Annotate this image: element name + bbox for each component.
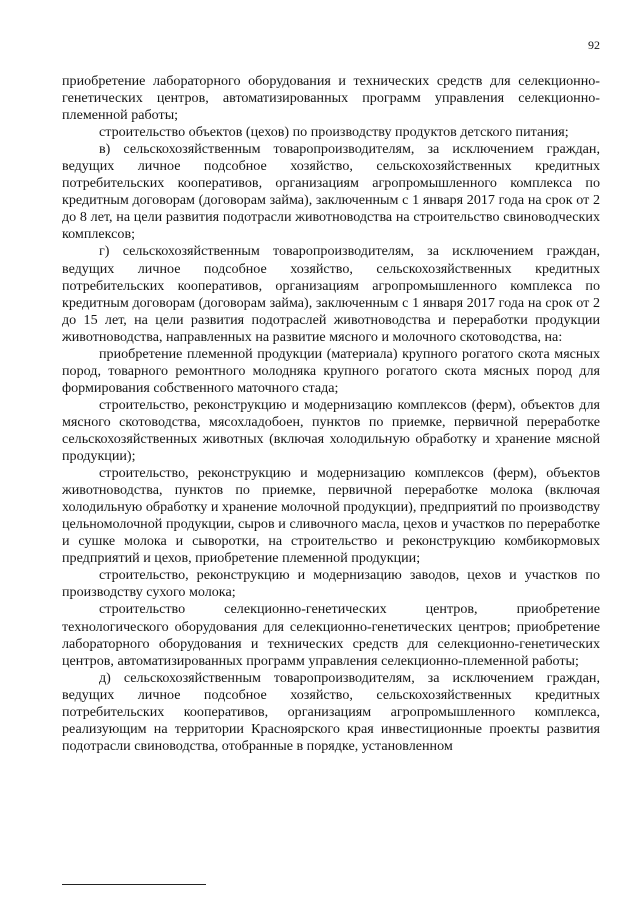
paragraph-item-d: д) сельскохозяйственным товаропроизводителям, за исключением граждан, ведущих личное подсобное хозяйство, сельскохозяйственных кредитных потребительских кооперативов, организациям агропромышленного комплекса, реализующим на территории Красноярского края инвестиционные проекты развития подотрасли свиноводства, отобранные в порядке, установленном — [62, 669, 600, 754]
paragraph-genetic-centers: строительство селекционно-генетических центров, приобретение технологического оборудования для селекционно-генетических центров; приобретение лабораторного оборудования и технических средств для селекционно-генетических центров, автоматизированных программ управления селекционно-племенной работы; — [62, 601, 600, 669]
paragraph-item-v: в) сельскохозяйственным товаропроизводителям, за исключением граждан, ведущих личное подсобное хозяйство, сельскохозяйственных кредитных потребительских кооперативов, организациям агропромышленного комплекса по кредитным договорам (договорам займа), заключенным с 1 января 2017 года на срок от 2 до 8 лет, на цели развития подотрасли животноводства на строительство свиноводческих комплексов; — [62, 141, 600, 243]
paragraph-dairy-farms: строительство, реконструкцию и модернизацию комплексов (ферм), объектов животноводства, пунктов по приемке, первичной переработке молока (включая холодильную обработку и хранение молочной продукции), предприятий по производству цельномолочной продукции, сыров и сливочного масла, цехов и участков по переработке и сушке молока и сыворотки, на строительство и реконструкцию комбикормовых предприятий и цехов, приобретение племенной продукции; — [62, 465, 600, 567]
page-number: 92 — [588, 38, 600, 52]
paragraph-beef-farms: строительство, реконструкцию и модернизацию комплексов (ферм), объектов для мясного скотоводства, мясохладобоен, пунктов по приемке, первичной переработке сельскохозяйственных животных (включая холодильную обработку и хранение мясной продукции); — [62, 396, 600, 465]
paragraph-lab-equipment-continued: приобретение лабораторного оборудования и технических средств для селекционно-генетических центров, автоматизированных программ управления селекционно-племенной работы; — [62, 73, 600, 124]
paragraph-baby-food-facilities: строительство объектов (цехов) по производству продуктов детского питания; — [99, 124, 569, 141]
footnote-divider — [62, 884, 206, 885]
paragraph-dry-milk-plants: строительство, реконструкцию и модернизацию заводов, цехов и участков по производству сухого молока; — [62, 567, 600, 601]
document-body — [62, 73, 600, 755]
paragraph-breeding-cattle: приобретение племенной продукции (материала) крупного рогатого скота мясных пород, товарного ремонтного молодняка крупного рогатого скота мясных пород для формирования собственного маточного стада; — [62, 345, 600, 396]
paragraph-item-g: г) сельскохозяйственным товаропроизводителям, за исключением граждан, ведущих личное подсобное хозяйство, сельскохозяйственных кредитных потребительских кооперативов, организациям агропромышленного комплекса по кредитным договорам (договорам займа), заключенным с 1 января 2017 года на срок от 2 до 15 лет, на цели развития подотраслей животноводства и переработки продукции животноводства, направленных на развитие мясного и молочного скотоводства, на: — [62, 243, 600, 345]
